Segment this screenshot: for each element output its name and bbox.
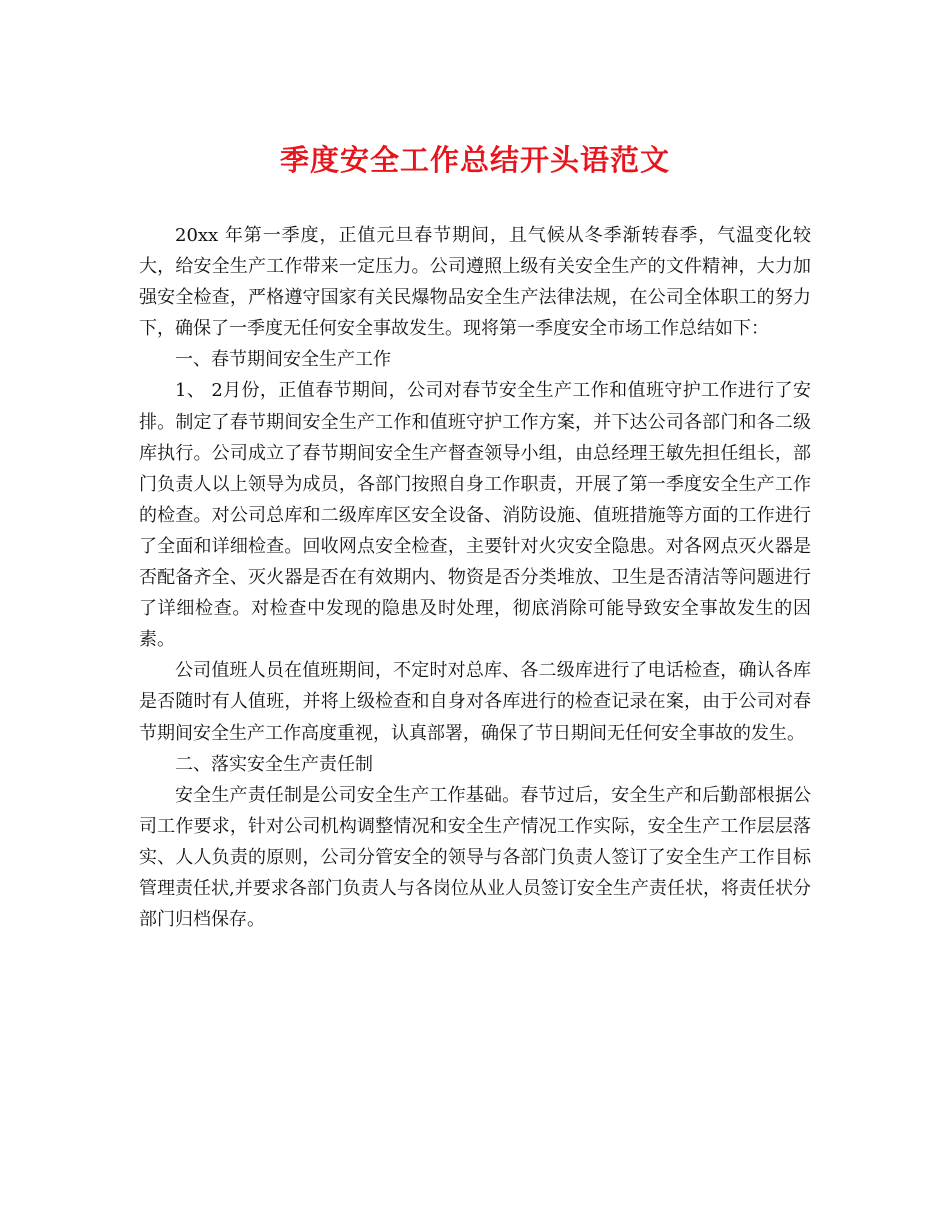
paragraph-duty-staff: 公司值班人员在值班期间，不定时对总库、各二级库进行了电话检查，确认各库是否随时有人值班，并将上级检查和自身对各库进行的检查记录在案，由于公司对春节期间安全生产工作高度重视，认真部署，确保了节日期间无任何安全事故的发生。 xyxy=(139,660,811,744)
section-heading-2: 二、落实安全生产责任制 xyxy=(175,753,373,775)
paragraph-responsibility: 安全生产责任制是公司安全生产工作基础。春节过后，安全生产和后勤部根据公司工作要求，针对公司机构调整情况和安全生产情况工作实际，安全生产工作层层落实、人人负责的原则，公司分管安全的领导与各部门负责人签订了安全生产工作目标管理责任状,并要求各部门负责人与各岗位从业人员签订安全生产责任状，将责任状分部门归档保存。 xyxy=(139,784,811,931)
section-heading-1: 一、春节期间安全生产工作 xyxy=(175,349,391,371)
paragraph-intro: 20xx 年第一季度，正值元旦春节期间，且气候从冬季渐转春季，气温变化较大，给安全生产工作带来一定压力。公司遵照上级有关安全生产的文件精神，大力加强安全检查，严格遵守国家有关民爆物品安全生产法律法规，在公司全体职工的努力下，确保了一季度无任何安全事故发生。现将第一季度安全市场工作总结如下： xyxy=(139,225,811,340)
document-body xyxy=(139,220,811,935)
document-title: 季度安全工作总结开头语范文 xyxy=(279,143,670,177)
paragraph-spring-festival: 1、 2月份，正值春节期间，公司对春节安全生产工作和值班守护工作进行了安排。制定了春节期间安全生产工作和值班守护工作方案，并下达公司各部门和各二级库执行。公司成立了春节期间安全生产督查领导小组，由总经理王敏先担任组长，部门负责人以上领导为成员，各部门按照自身工作职责，开展了第一季度安全生产工作的检查。对公司总库和二级库库区安全设备、消防设施、值班措施等方面的工作进行了全面和详细检查。回收网点安全检查，主要针对火灾安全隐患。对各网点灭火器是否配备齐全、灭火器是否在有效期内、物资是否分类堆放、卫生是否清洁等问题进行了详细检查。对检查中发现的隐患及时处理，彻底消除可能导致安全事故发生的因素。 xyxy=(139,380,811,651)
